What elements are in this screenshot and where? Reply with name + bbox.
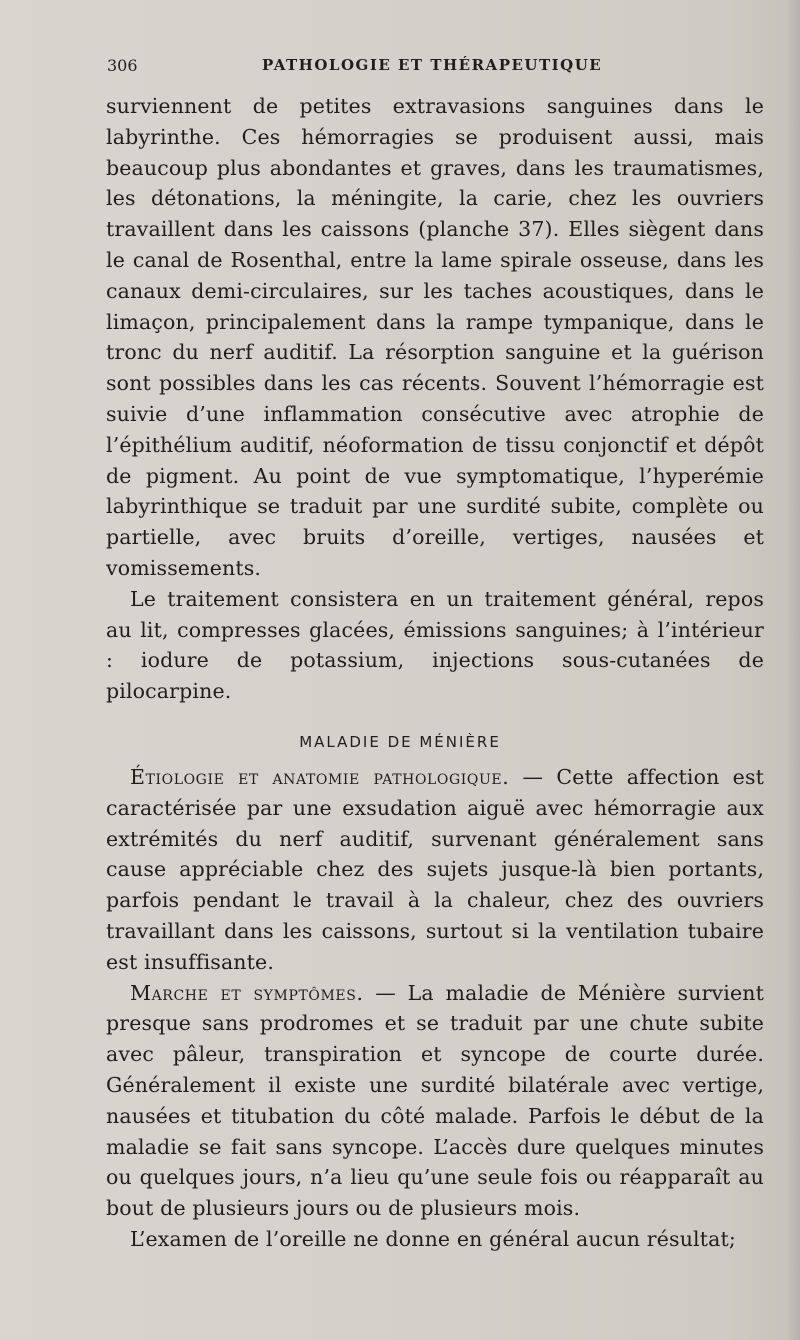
body-text-upper: [106, 91, 764, 707]
page-header: [107, 56, 760, 86]
running-title: PATHOLOGIE ET THÉRAPEUTIQUE: [262, 56, 603, 74]
paragraph-symptoms-text: — La maladie de Ménière survient presque sans prodromes et se traduit par une chute subite avec pâleur, transpiration et syncope de courte durée. Généralement il existe une surdité bilatérale avec vertige, nausées et titubation du côté malade. Parfois le début de la maladie se fait sans syncope. L’accès dure quelques minutes ou quelques jours, n’a lieu qu’une seule fois ou réapparaît au bout de plusieurs jours ou de plusieurs mois.: [106, 980, 764, 1221]
page-number: 306: [107, 56, 138, 75]
paragraph-etiology-text: — Cette affection est caractérisée par une exsudation aiguë avec hémorragie aux extrémités du nerf auditif, survenant généralement sans cause appréciable chez des sujets jusque-là bien portants, parfois pendant le travail à la chaleur, chez des ouvriers travaillant dans les caissons, surtout si la ventilation tubaire est insuffisante.: [106, 765, 764, 974]
paragraph-etiology: [106, 762, 764, 978]
section-title: MALADIE DE MÉNIÈRE: [299, 733, 501, 751]
paragraph-examination: L’examen de l’oreille ne donne en général aucun résultat;: [130, 1226, 736, 1251]
paragraph-etiology-heading: Étiologie et anatomie pathologique.: [130, 765, 510, 789]
paragraph-hemorrhage: surviennent de petites extravasions sanguines dans le labyrinthe. Ces hémorragies se produisent aussi, mais beaucoup plus abondantes et graves, dans les traumatismes, les détonations, la méningite, la carie, chez les ouvriers travaillent dans les caissons (planche 37). Elles siègent dans le canal de Rosenthal, entre la lame spirale osseuse, dans les canaux demi-circulaires, sur les taches acoustiques, dans le limaçon, principalement dans la rampe tympanique, dans le tronc du nerf auditif. La résorption sanguine et la guérison sont possibles dans les cas récents. Souvent l’hémorragie est suivie d’une inflammation consécutive avec atrophie de l’épithélium auditif, néoformation de tissu conjonctif et dépôt de pigment. Au point de vue symptomatique, l’hyperémie labyrinthique se traduit par une surdité subite, complète ou partielle, avec bruits d’oreille, vertiges, nausées et vomissements.: [106, 94, 764, 580]
paragraph-symptoms: [106, 978, 764, 1224]
paragraph-treatment: Le traitement consistera en un traitement général, repos au lit, compresses glacées, émissions sanguines; à l’intérieur : iodure de potassium, injections sous-cutanées de pilocarpine.: [106, 586, 764, 704]
body-text-lower: [106, 762, 764, 1255]
paragraph-symptoms-heading: Marche et symptômes.: [130, 980, 364, 1005]
